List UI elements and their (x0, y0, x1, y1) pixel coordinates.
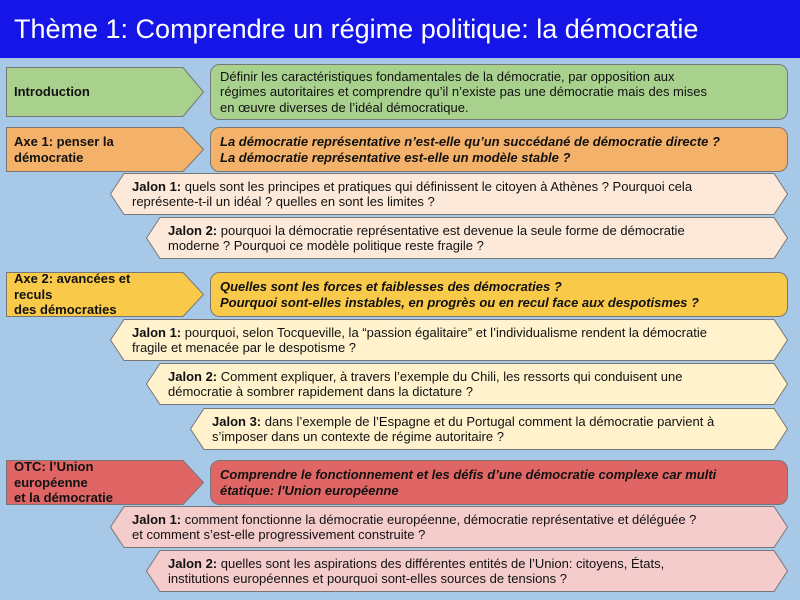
otc-jalon-2 (146, 550, 788, 592)
jalon-text: fragile et menacée par le despotisme ? (132, 340, 357, 355)
jalon-prefix: Jalon 1: (132, 511, 182, 527)
otc-label-line: et la démocratie (14, 490, 113, 506)
otc-jalon-1 (110, 506, 788, 548)
jalon-text: Comment expliquer, à travers l’exemple du Chili, les ressorts qui conduisent une (217, 368, 683, 384)
jalon-text: représente-t-il un idéal ? quelles en sont les limites ? (132, 194, 435, 209)
axe1-jalon-2 (146, 217, 788, 259)
axe1-question-line: La démocratie représentative n’est-elle qu’un succédané de démocratie directe ? (220, 134, 720, 149)
axe1-label-line: démocratie (14, 149, 84, 165)
jalon-text: quels sont les principes et pratiques qui définissent le citoyen à Athènes ? Pourquoi cela (181, 178, 693, 194)
axe1-question-box (210, 127, 788, 172)
jalon-text: quelles sont les aspirations des différentes entités de l’Union: citoyens, États, (217, 555, 665, 571)
jalon-text: démocratie à sombrer rapidement dans la dictature ? (168, 384, 473, 399)
otc-label-line: OTC: l’Union européenne (14, 459, 94, 490)
axe1-label-arrow (6, 127, 204, 172)
axe2-jalon-1 (110, 319, 788, 361)
jalon-prefix: Jalon 1: (132, 178, 182, 194)
jalon-text: s’imposer dans un contexte de régime autoritaire ? (212, 429, 504, 444)
jalon-text: moderne ? Pourquoi ce modèle politique reste fragile ? (168, 238, 484, 253)
intro-text-line: Définir les caractéristiques fondamentales de la démocratie, par opposition aux (220, 68, 675, 84)
jalon-text: institutions européennes et pourquoi sont-elles sources de tensions ? (168, 571, 567, 586)
jalon-prefix: Jalon 1: (132, 324, 182, 340)
axe2-question-line: Pourquoi sont-elles instables, en progrès ou en recul face aux despotismes ? (220, 294, 699, 310)
jalon-prefix: Jalon 2: (168, 222, 218, 238)
intro-label: Introduction (14, 84, 90, 100)
axe1-question-line: La démocratie représentative est-elle un modèle stable ? (220, 149, 571, 165)
axe2-question-box (210, 272, 788, 317)
axe2-label-arrow (6, 272, 204, 317)
axe2-label-line: des démocraties (14, 302, 117, 318)
axe1-label-line: Axe 1: penser la (14, 134, 114, 149)
jalon-text: pourquoi, selon Tocqueville, la “passion égalitaire” et l’individualisme rendent la démocratie (181, 324, 707, 340)
axe2-question-line: Quelles sont les forces et faiblesses des démocraties ? (220, 279, 562, 294)
otc-question-box (210, 460, 788, 505)
otc-question-line: Comprendre le fonctionnement et les défis d’une démocratie complexe car multi (220, 467, 717, 482)
jalon-text: pourquoi la démocratie représentative est devenue la seule forme de démocratie (217, 222, 685, 238)
otc-question-line: étatique: l'Union européenne (220, 482, 399, 498)
axe2-label-line: Axe 2: avancées et reculs (14, 271, 131, 302)
jalon-text: comment fonctionne la démocratie européenne, démocratie représentative et déléguée ? (181, 511, 697, 527)
jalon-prefix: Jalon 2: (168, 555, 218, 571)
otc-label-arrow (6, 460, 204, 505)
jalon-prefix: Jalon 2: (168, 368, 218, 384)
intro-text-line: en œuvre diverses de l’idéal démocratique. (220, 99, 469, 115)
axe1-jalon-1 (110, 173, 788, 215)
jalon-prefix: Jalon 3: (212, 413, 262, 429)
intro-description-box (210, 64, 788, 120)
axe2-jalon-2 (146, 363, 788, 405)
jalon-text: dans l’exemple de l’Espagne et du Portugal comment la démocratie parvient à (261, 413, 715, 429)
jalon-text: et comment s’est-elle progressivement construite ? (132, 527, 426, 542)
page-title: Thème 1: Comprendre un régime politique: la démocratie (0, 0, 800, 58)
intro-label-arrow (6, 67, 204, 117)
intro-text-line: régimes autoritaires et comprendre qu’il n’existe pas une démocratie mais des mises (220, 84, 707, 100)
axe2-jalon-3 (190, 408, 788, 450)
